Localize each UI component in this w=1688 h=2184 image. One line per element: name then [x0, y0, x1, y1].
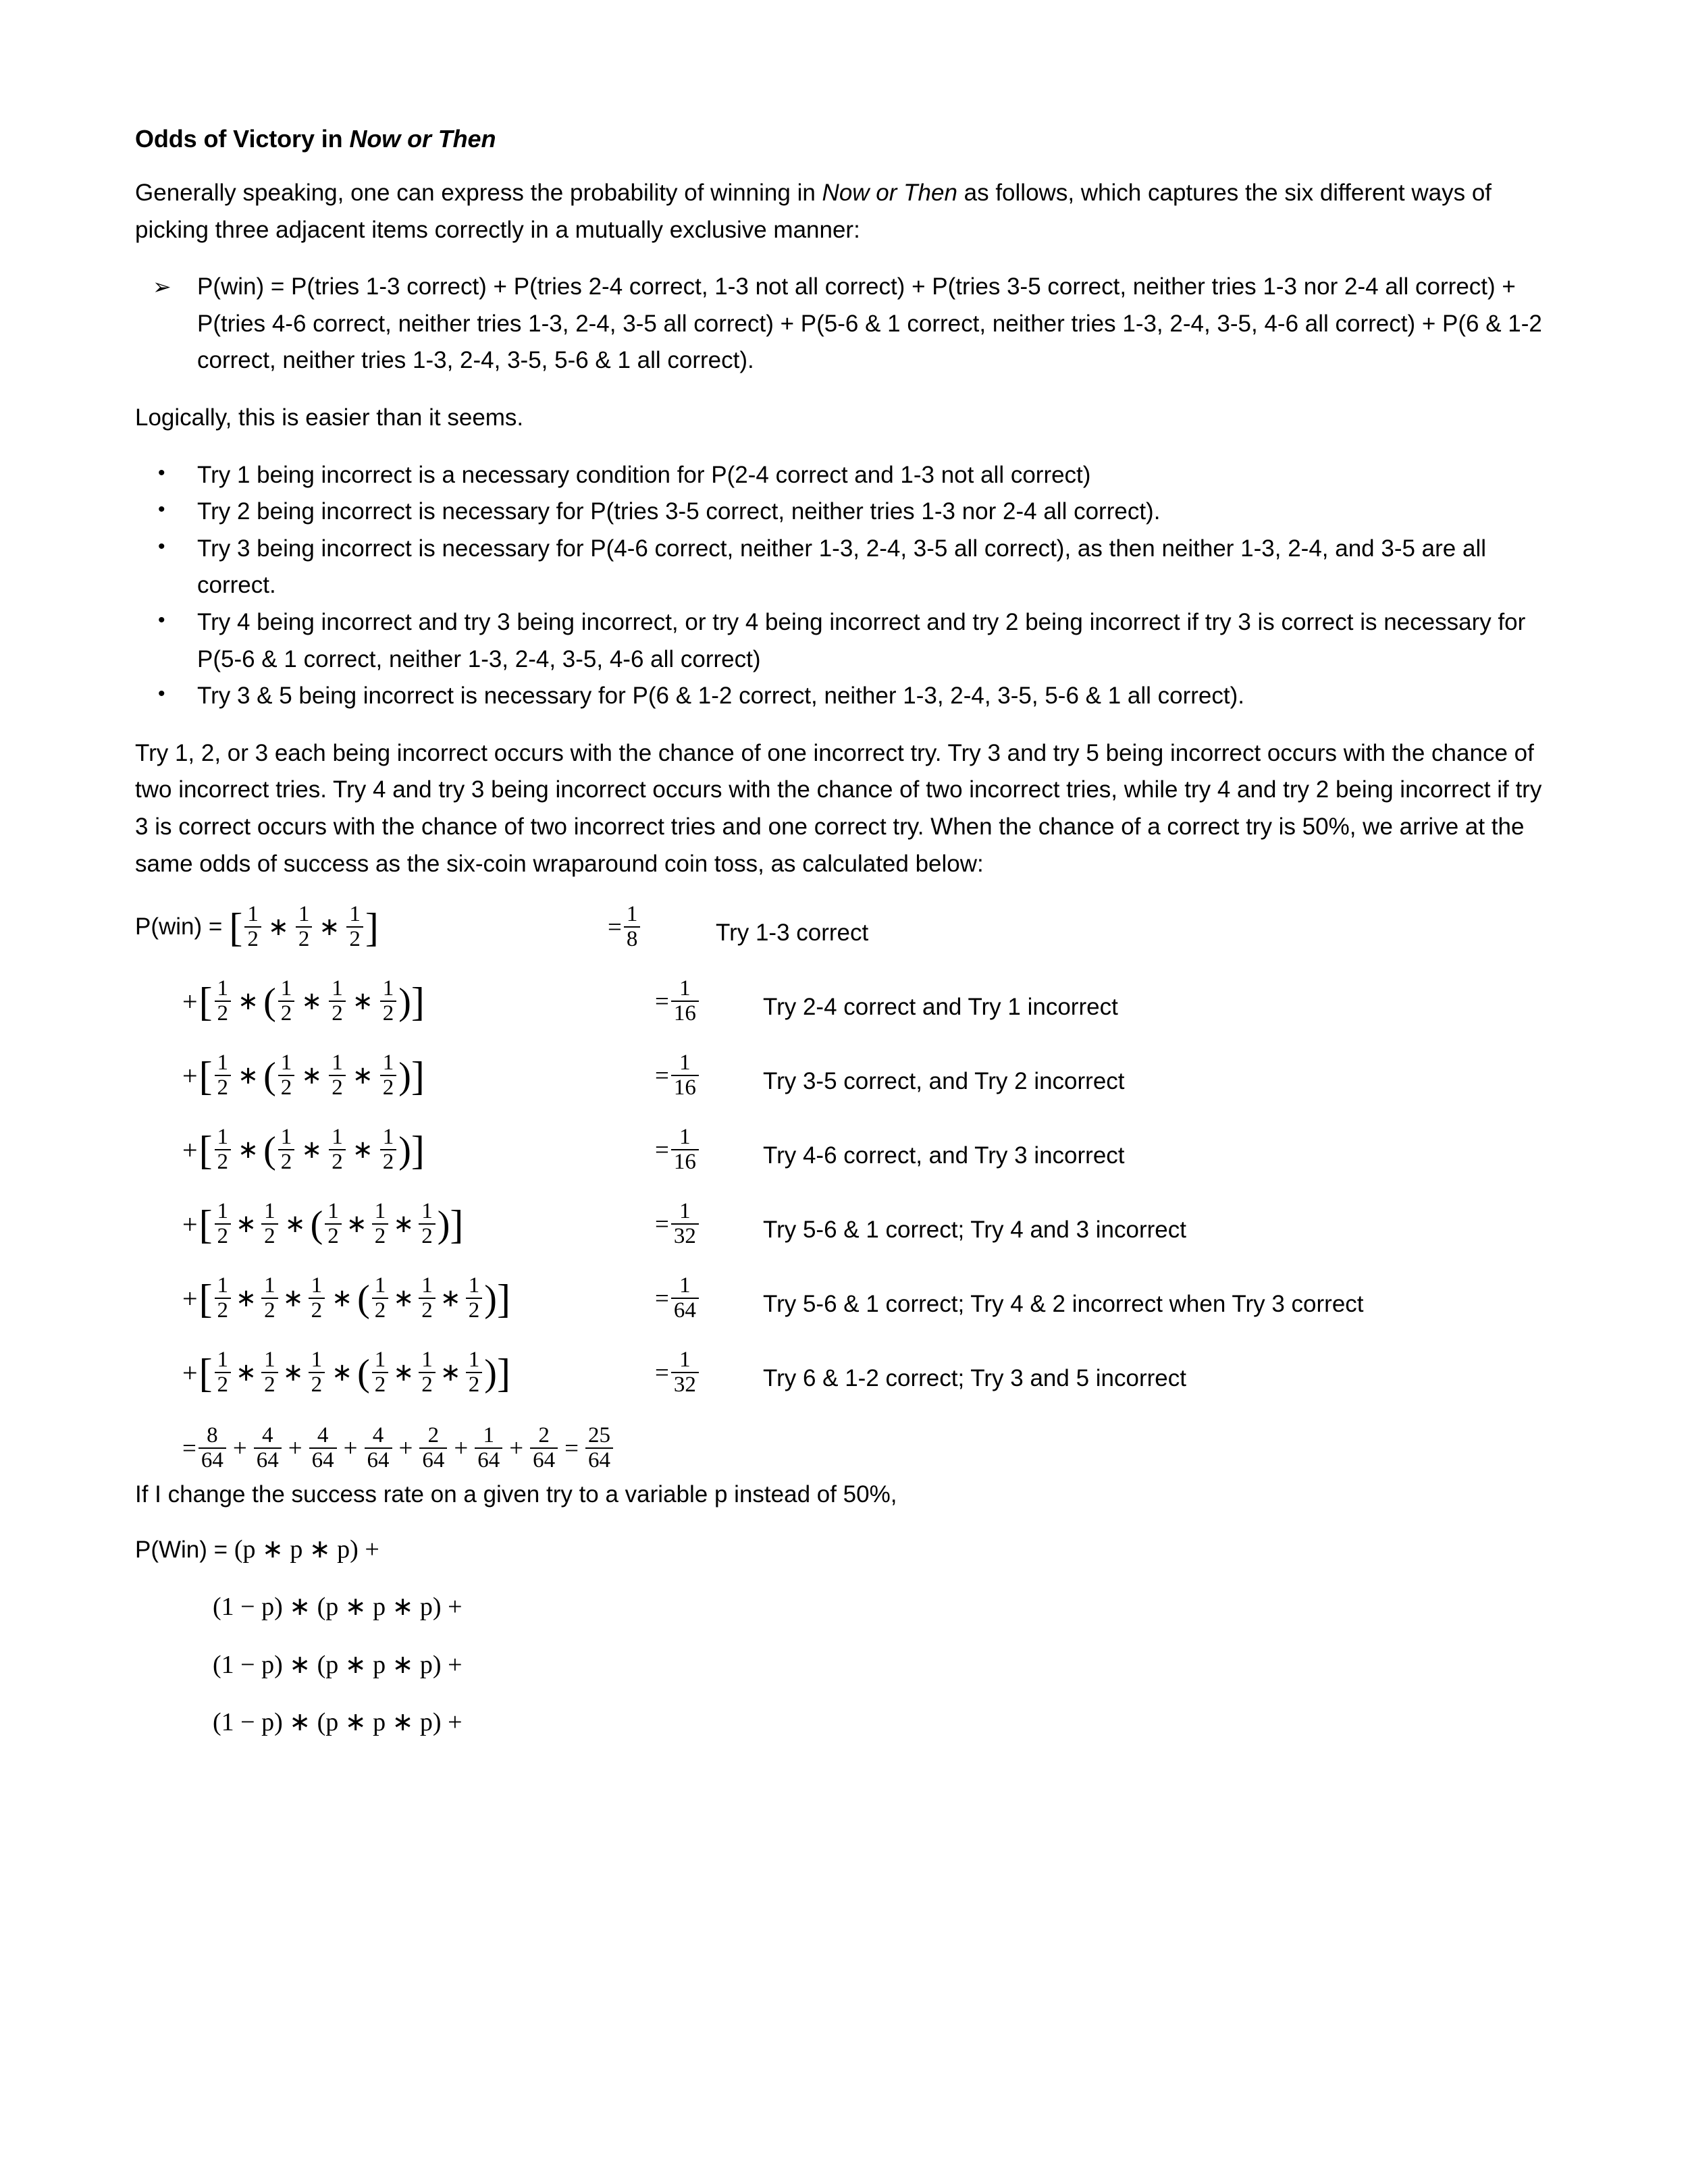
dot-bullet-icon: • [158, 498, 165, 521]
fraction-denominator: 64 [475, 1447, 502, 1472]
summand-fraction [199, 1424, 226, 1472]
paren-close: ) [398, 1055, 411, 1097]
fraction-numerator: 1 [679, 976, 691, 1001]
equals-sign: = [655, 1210, 669, 1238]
plus-sign: + [454, 1434, 469, 1462]
asterisk-operator: ∗ [440, 1285, 461, 1313]
fraction [296, 903, 313, 951]
fraction [215, 1274, 232, 1323]
fraction-denominator: 2 [215, 1149, 232, 1174]
equation-result [655, 1200, 763, 1248]
intro-game-name: Now or Then [822, 180, 957, 207]
variable-p-intro-paragraph: If I change the success rate on a given try to a variable p instead of 50%, [135, 1481, 897, 1508]
fraction [419, 1348, 436, 1397]
explanation-paragraph: Try 1, 2, or 3 each being incorrect occurs with the chance of one incorrect try. Try 3 and try 5 being incorrect occurs with the chance of two incorrect tries. Try 4 and try 3 being incorrect occurs with the chance of two incorrect tries, while try 4 and try 2 being incorrect if try 3 is correct occurs with the chance of two incorrect tries and one correct try. When the chance of a correct try is 50%, we arrive at the same odds of success as the six-coin wraparound coin toss, as calculated below: [135, 739, 1542, 877]
fraction-denominator: 2 [215, 1075, 232, 1100]
equation-expression [135, 1274, 655, 1323]
fraction-denominator: 16 [671, 1001, 699, 1026]
fraction-denominator: 64 [671, 1298, 699, 1323]
variable-p-equation-line [135, 1534, 1546, 1566]
fraction-denominator: 2 [215, 1298, 232, 1323]
fraction-denominator: 2 [309, 1298, 325, 1323]
equation-description: Try 6 & 1-2 correct; Try 3 and 5 incorrect [763, 1365, 1186, 1392]
fraction [419, 1274, 436, 1323]
fraction [372, 1348, 389, 1397]
fraction-numerator: 1 [217, 1348, 229, 1373]
fraction-denominator: 2 [372, 1372, 389, 1397]
fraction-denominator: 2 [261, 1372, 278, 1397]
dot-bullet-list [135, 457, 1546, 715]
page-title-prefix: Odds of Victory in [135, 125, 350, 153]
asterisk-operator: ∗ [282, 1359, 304, 1387]
dot-bullet-icon: • [158, 461, 165, 484]
fraction [325, 1200, 342, 1248]
fraction-numerator: 1 [421, 1348, 433, 1373]
equation-row [135, 1200, 1546, 1264]
equation-row [135, 977, 1546, 1042]
fraction [372, 1274, 389, 1323]
fraction [261, 1348, 278, 1397]
fraction [215, 1125, 232, 1174]
variable-p-equation-line [135, 1591, 1546, 1624]
equation-description: Try 2-4 correct and Try 1 incorrect [763, 994, 1118, 1021]
fraction-numerator: 1 [468, 1273, 480, 1298]
fraction-numerator: 1 [679, 1348, 691, 1373]
fraction-numerator: 1 [298, 902, 310, 927]
list-item-text: Try 4 being incorrect and try 3 being incorrect, or try 4 being incorrect and try 2 being incorrect if try 3 is correct is necessary for P(5-6 & 1 correct, neither 1-3, 2-4, 3-5, 4-6 all correct) [197, 609, 1526, 672]
fraction-denominator: 2 [278, 1075, 295, 1100]
fraction-numerator: 1 [374, 1348, 386, 1373]
result-fraction [671, 1274, 699, 1323]
equation-description: Try 3-5 correct, and Try 2 incorrect [763, 1068, 1125, 1095]
fraction-numerator: 1 [217, 1050, 229, 1075]
fraction [309, 1348, 325, 1397]
fraction-numerator: 1 [679, 1273, 691, 1298]
list-item-text: Try 3 & 5 being incorrect is necessary for P(6 & 1-2 correct, neither 1-3, 2-4, 3-5, 5-6 & 1 all correct). [197, 683, 1244, 710]
fraction [419, 1200, 436, 1248]
asterisk-operator: ∗ [393, 1210, 415, 1239]
fraction [329, 1051, 346, 1100]
result-fraction [624, 903, 641, 951]
fraction-numerator: 1 [332, 1050, 343, 1075]
fraction-denominator: 64 [309, 1447, 337, 1472]
bracket-open: [ [199, 1350, 213, 1395]
fraction-denominator: 2 [419, 1372, 436, 1397]
bracket-close: ] [365, 905, 379, 950]
fraction-denominator: 2 [215, 1001, 232, 1026]
fraction [215, 1051, 232, 1100]
fraction-denominator: 64 [530, 1447, 558, 1472]
equation-description: Try 5-6 & 1 correct; Try 4 and 3 incorrect [763, 1217, 1186, 1244]
asterisk-operator: ∗ [301, 988, 323, 1016]
fraction-numerator: 1 [382, 1050, 394, 1075]
fraction-numerator: 2 [427, 1423, 440, 1448]
fraction-denominator: 64 [419, 1447, 447, 1472]
intro-part2: as follows, which captures the six different ways of picking three adjacent items correctly in a mutually exclusive manner: [135, 180, 1492, 243]
list-item [135, 531, 1546, 604]
fraction-numerator: 1 [374, 1273, 386, 1298]
fraction-numerator: 1 [264, 1348, 275, 1373]
fraction-numerator: 1 [280, 976, 292, 1001]
paren-close: ) [437, 1203, 450, 1246]
fraction-numerator: 1 [327, 1199, 339, 1224]
plus-sign: + [182, 986, 198, 1017]
asterisk-operator: ∗ [440, 1359, 461, 1387]
fraction-denominator: 2 [380, 1075, 397, 1100]
fraction-numerator: 4 [262, 1423, 273, 1448]
intro-paragraph [135, 175, 1546, 248]
fraction [215, 1200, 232, 1248]
fraction [244, 903, 261, 951]
logically-paragraph: Logically, this is easier than it seems. [135, 404, 524, 431]
plus-sign: + [343, 1434, 358, 1462]
summand-fraction [309, 1424, 337, 1472]
list-item-text: P(win) = P(tries 1-3 correct) + P(tries 2-4 correct, 1-3 not all correct) + P(tries 3-5 correct, neither tries 1-3 nor 2-4 all correct) + P(tries 4-6 correct, neither tries 1-3, 2-4, 3-5 all correct) + P(5-6 & 1 correct, neither tries 1-3, 2-4, 3-5, 4-6 all correct) + P(6 & 1-2 correct, neither tries 1-3, 2-4, 3-5, 5-6 & 1 all correct). [197, 273, 1542, 374]
summand-fraction [254, 1424, 282, 1472]
asterisk-operator: ∗ [301, 1136, 323, 1165]
asterisk-operator: ∗ [393, 1359, 415, 1387]
bracket-open: [ [199, 1202, 213, 1247]
fraction-numerator: 1 [626, 902, 638, 927]
fraction [261, 1200, 278, 1248]
fraction-denominator: 2 [466, 1298, 483, 1323]
equation-expression [135, 903, 608, 951]
fraction-denominator: 2 [261, 1223, 278, 1248]
total-fraction [585, 1424, 613, 1472]
fraction-denominator: 2 [329, 1149, 346, 1174]
fraction-numerator: 1 [332, 976, 343, 1001]
asterisk-operator: ∗ [238, 1062, 259, 1090]
fraction-denominator: 8 [624, 926, 641, 951]
summation-row [135, 1424, 1546, 1472]
fraction [215, 977, 232, 1026]
plus-sign: + [182, 1134, 198, 1165]
result-fraction [671, 1051, 699, 1100]
paren-close: ) [484, 1352, 497, 1394]
equation-expression [135, 1348, 655, 1397]
paren-open: ( [263, 1055, 276, 1097]
equation-result [655, 1348, 763, 1397]
fraction [278, 1051, 295, 1100]
fraction-denominator: 2 [296, 926, 313, 951]
list-item-text: Try 3 being incorrect is necessary for P(4-6 correct, neither 1-3, 2-4, 3-5 all correct), as then neither 1-3, 2-4, and 3-5 are all correct. [197, 535, 1487, 599]
bracket-close: ] [411, 1127, 425, 1173]
fraction-denominator: 2 [325, 1223, 342, 1248]
equals-sign: = [564, 1434, 579, 1462]
fraction-numerator: 1 [679, 1050, 691, 1075]
dot-bullet-icon: • [158, 609, 165, 632]
pwin-label: P(win) = [135, 913, 223, 940]
equation-expression [135, 1051, 655, 1100]
paren-close: ) [398, 1129, 411, 1171]
equation-result [655, 977, 763, 1026]
asterisk-operator: ∗ [352, 988, 373, 1016]
asterisk-operator: ∗ [267, 913, 289, 942]
fraction-numerator: 4 [372, 1423, 384, 1448]
equation-row [135, 1125, 1546, 1190]
asterisk-operator: ∗ [236, 1285, 257, 1313]
asterisk-operator: ∗ [352, 1062, 373, 1090]
fraction [278, 1125, 295, 1174]
plus-sign: + [398, 1434, 413, 1462]
fraction [380, 1125, 397, 1174]
fraction [329, 977, 346, 1026]
summand-fraction [475, 1424, 502, 1472]
equals-sign: = [655, 1061, 669, 1090]
paren-open: ( [357, 1277, 370, 1320]
plus-sign: + [182, 1060, 198, 1091]
fraction-numerator: 1 [264, 1199, 275, 1224]
fraction [466, 1348, 483, 1397]
fraction-denominator: 64 [365, 1447, 392, 1472]
fraction-numerator: 1 [468, 1348, 480, 1373]
plus-sign: + [182, 1357, 198, 1388]
list-item-text: Try 2 being incorrect is necessary for P(tries 3-5 correct, neither tries 1-3 nor 2-4 all correct). [197, 498, 1161, 525]
result-fraction [671, 1200, 699, 1248]
summand-fraction [419, 1424, 447, 1472]
fraction-denominator: 16 [671, 1149, 699, 1174]
result-fraction [671, 977, 699, 1026]
equation-result [655, 1051, 763, 1100]
fraction-denominator: 2 [309, 1372, 325, 1397]
bracket-open: [ [199, 1276, 213, 1321]
fraction [380, 977, 397, 1026]
fraction [380, 1051, 397, 1100]
fraction-denominator: 64 [585, 1447, 613, 1472]
fraction-denominator: 2 [419, 1298, 436, 1323]
equation-row [135, 903, 1546, 967]
plus-sign: + [182, 1283, 198, 1314]
fraction-numerator: 1 [332, 1125, 343, 1150]
fraction-numerator: 1 [374, 1199, 386, 1224]
fraction [329, 1125, 346, 1174]
bracket-close: ] [411, 979, 425, 1024]
bracket-open: [ [199, 1127, 213, 1173]
fraction-denominator: 2 [278, 1149, 295, 1174]
fraction-denominator: 32 [671, 1223, 699, 1248]
asterisk-operator: ∗ [346, 1210, 367, 1239]
fraction-denominator: 2 [261, 1298, 278, 1323]
fraction-denominator: 2 [380, 1001, 397, 1026]
fraction-numerator: 1 [483, 1423, 494, 1448]
asterisk-operator: ∗ [301, 1062, 323, 1090]
list-item [135, 457, 1546, 494]
asterisk-operator: ∗ [352, 1136, 373, 1165]
fraction-denominator: 2 [215, 1372, 232, 1397]
bracket-open: [ [199, 1053, 213, 1098]
intro-part1: Generally speaking, one can express the probability of winning in [135, 180, 822, 207]
fraction-denominator: 2 [215, 1223, 232, 1248]
variable-p-expression: (1 − p) ∗ (p ∗ p ∗ p) + [213, 1593, 463, 1622]
fraction-numerator: 1 [311, 1348, 323, 1373]
fraction-numerator: 1 [264, 1273, 275, 1298]
fraction-numerator: 1 [247, 902, 259, 927]
fraction-denominator: 2 [372, 1298, 389, 1323]
fraction [466, 1274, 483, 1323]
fraction-numerator: 1 [679, 1199, 691, 1224]
fraction-numerator: 1 [382, 976, 394, 1001]
asterisk-operator: ∗ [238, 988, 259, 1016]
fraction [278, 977, 295, 1026]
paren-open: ( [263, 1129, 276, 1171]
equation-description: Try 5-6 & 1 correct; Try 4 & 2 incorrect when Try 3 correct [763, 1291, 1364, 1318]
list-item [135, 604, 1546, 678]
fraction-numerator: 8 [207, 1423, 218, 1448]
page-title-game-name: Now or Then [349, 125, 496, 153]
variable-p-equation-line [135, 1649, 1546, 1682]
bracket-close: ] [411, 1053, 425, 1098]
fraction-denominator: 2 [278, 1001, 295, 1026]
paren-close: ) [398, 980, 411, 1023]
arrow-bullet-icon: ➢ [153, 274, 172, 300]
fraction-denominator: 2 [329, 1001, 346, 1026]
plus-sign: + [288, 1434, 302, 1462]
fraction-denominator: 2 [419, 1223, 436, 1248]
paren-close: ) [484, 1277, 497, 1320]
fraction-denominator: 32 [671, 1372, 699, 1397]
variable-p-equation-block [135, 1534, 1546, 1739]
fraction-denominator: 64 [254, 1447, 282, 1472]
variable-p-expression: (1 − p) ∗ (p ∗ p ∗ p) + [213, 1650, 463, 1679]
fraction-denominator: 2 [329, 1075, 346, 1100]
list-item [135, 494, 1546, 531]
fraction-numerator: 1 [382, 1125, 394, 1150]
dot-bullet-icon: • [158, 683, 165, 705]
asterisk-operator: ∗ [236, 1210, 257, 1239]
asterisk-operator: ∗ [332, 1359, 353, 1387]
fraction-denominator: 2 [466, 1372, 483, 1397]
page-title [135, 122, 1546, 156]
plus-sign: + [509, 1434, 524, 1462]
equation-description: Try 4-6 correct, and Try 3 incorrect [763, 1142, 1125, 1169]
asterisk-operator: ∗ [319, 913, 340, 942]
fraction-numerator: 1 [217, 1125, 229, 1150]
equation-result [655, 1125, 763, 1174]
equation-row [135, 1051, 1546, 1116]
fraction [346, 903, 363, 951]
fraction [215, 1348, 232, 1397]
bracket-close: ] [496, 1276, 510, 1321]
equation-expression [135, 1125, 655, 1174]
list-item [135, 678, 1546, 715]
equals-sign: = [608, 913, 622, 941]
variable-p-expression: (p ∗ p ∗ p) + [234, 1535, 379, 1564]
fraction-numerator: 1 [280, 1125, 292, 1150]
fraction-numerator: 1 [679, 1125, 691, 1150]
fraction-numerator: 4 [317, 1423, 329, 1448]
result-fraction [671, 1125, 699, 1174]
fraction-denominator: 2 [380, 1149, 397, 1174]
fraction-denominator: 2 [372, 1223, 389, 1248]
probability-equation-block [135, 903, 1546, 1472]
equation-expression [135, 1200, 655, 1248]
fraction-numerator: 1 [421, 1199, 433, 1224]
arrow-bullet-list [135, 269, 1546, 379]
summand-fraction [365, 1424, 392, 1472]
fraction-denominator: 64 [199, 1447, 226, 1472]
asterisk-operator: ∗ [282, 1285, 304, 1313]
equals-sign: = [182, 1434, 196, 1462]
equals-sign: = [655, 1284, 669, 1312]
fraction [309, 1274, 325, 1323]
asterisk-operator: ∗ [332, 1285, 353, 1313]
variable-p-expression: (1 − p) ∗ (p ∗ p ∗ p) + [213, 1708, 463, 1737]
fraction-numerator: 1 [217, 1199, 229, 1224]
equals-sign: = [655, 987, 669, 1015]
equation-expression [135, 977, 655, 1026]
asterisk-operator: ∗ [284, 1210, 306, 1239]
list-item-text: Try 1 being incorrect is a necessary condition for P(2-4 correct and 1-3 not all correct) [197, 461, 1091, 488]
list-item [135, 269, 1546, 379]
pwin-label: P(Win) = [135, 1536, 234, 1563]
bracket-close: ] [450, 1202, 464, 1247]
equation-result [655, 1274, 763, 1323]
equation-row [135, 1348, 1546, 1413]
fraction-denominator: 2 [244, 926, 261, 951]
bracket-open: [ [199, 979, 213, 1024]
asterisk-operator: ∗ [236, 1359, 257, 1387]
plus-sign: + [182, 1208, 198, 1240]
fraction [261, 1274, 278, 1323]
equals-sign: = [655, 1136, 669, 1164]
dot-bullet-icon: • [158, 535, 165, 558]
asterisk-operator: ∗ [238, 1136, 259, 1165]
equation-row [135, 1274, 1546, 1339]
asterisk-operator: ∗ [393, 1285, 415, 1313]
paren-open: ( [263, 980, 276, 1023]
bracket-close: ] [496, 1350, 510, 1395]
variable-p-equation-line [135, 1707, 1546, 1739]
fraction-numerator: 1 [421, 1273, 433, 1298]
fraction-numerator: 1 [217, 1273, 229, 1298]
result-fraction [671, 1348, 699, 1397]
fraction-numerator: 2 [538, 1423, 550, 1448]
fraction-numerator: 1 [349, 902, 361, 927]
fraction-numerator: 1 [311, 1273, 323, 1298]
fraction-denominator: 2 [346, 926, 363, 951]
plus-sign: + [232, 1434, 247, 1462]
paren-open: ( [310, 1203, 323, 1246]
equation-result [608, 903, 716, 951]
equals-sign: = [655, 1358, 669, 1387]
summand-fraction [530, 1424, 558, 1472]
fraction-numerator: 25 [588, 1423, 610, 1448]
fraction-numerator: 1 [217, 976, 229, 1001]
equation-description: Try 1-3 correct [716, 920, 869, 947]
paren-open: ( [357, 1352, 370, 1394]
fraction-numerator: 1 [280, 1050, 292, 1075]
fraction-denominator: 16 [671, 1075, 699, 1100]
fraction [372, 1200, 389, 1248]
bracket-open: [ [229, 905, 243, 950]
